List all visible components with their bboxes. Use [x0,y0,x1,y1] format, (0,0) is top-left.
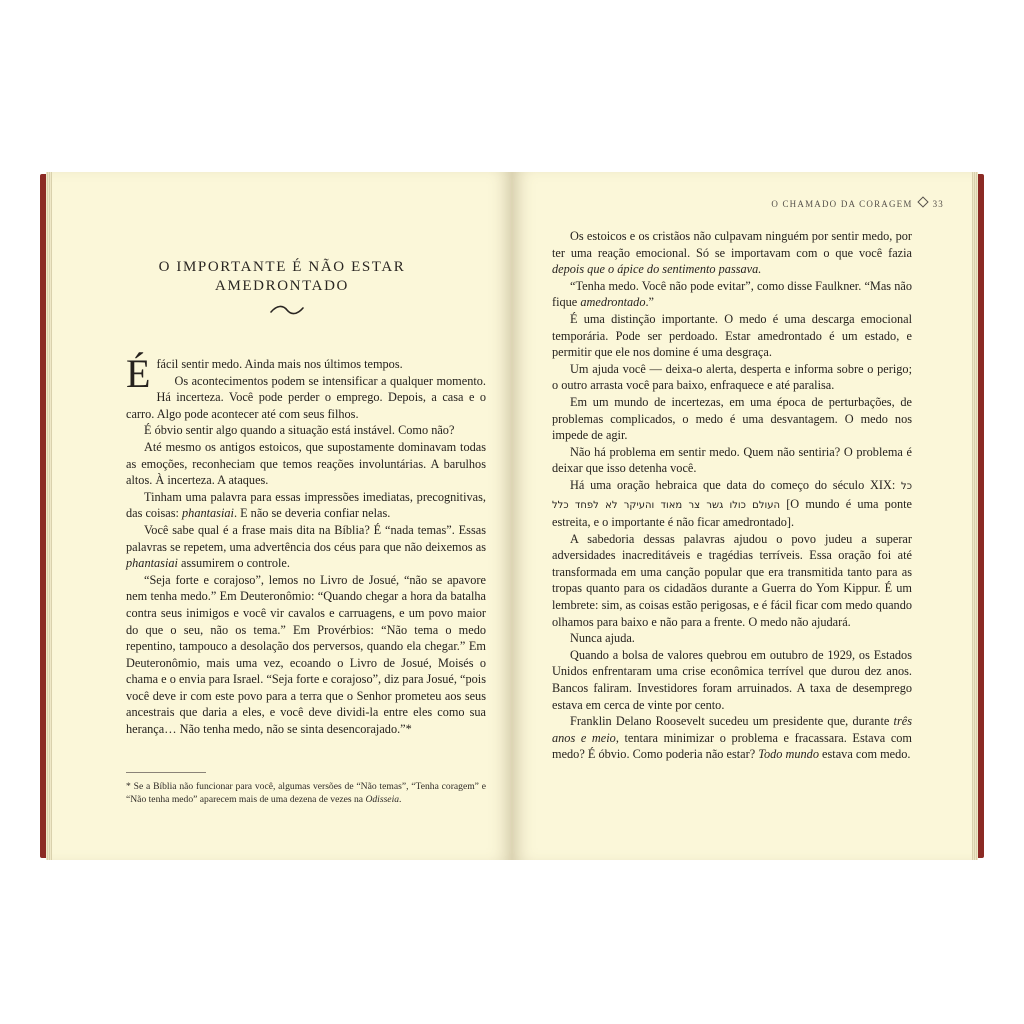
footnote: * Se a Bíblia não funcionar para você, algumas versões de “Não temas”, “Tenha coragem” e “Não tenha medo” aparecem mais de uma dezena de vezes na Odisseia. [126,781,486,805]
paragraph: Você sabe qual é a frase mais dita na Bíblia? É “nada temas”. Essas palavras se repetem, uma advertência dos céus para que não deixemos as phantasiai assumirem o controle. [126,522,486,571]
chapter-title-line2: AMEDRONTADO [215,278,349,294]
paragraph: Nunca ajuda. [570,631,635,646]
paragraph: Os acontecimentos podem se intensificar a qualquer momento. Há incerteza. Você pode perder o emprego. Depois, a casa e o carro. Algo pode acontecer até com seus filhos. [126,373,486,421]
running-head [771,198,944,209]
paragraph: Um ajuda você — deixa-o alerta, desperta e informa sobre o perigo; o outro arrasta você para baixo, enfraquece e até paralisa. [552,361,912,393]
page-number: 33 [932,199,944,209]
paragraph: Até mesmo os antigos estoicos, que supostamente dominavam todas as emoções, reconheciam que temos reações involuntárias. A barulhos altos. À incerteza. A ataques. [126,439,486,488]
paragraph: Não há problema em sentir medo. Quem não sentiria? O problema é deixar que isso detenha você. [552,444,912,476]
left-body-text [126,351,486,738]
running-head-title: O CHAMADO DA CORAGEM [771,199,913,209]
paragraph: Há uma oração hebraica que data do começo do século XIX: כל העולם כולו גשר צר מאוד והעיקר לא לפחד כלל [O mundo é uma ponte estreita, e o importante é não ficar amedrontado]. [552,477,912,530]
footnote-divider [126,772,206,773]
paragraph: “Seja forte e corajoso”, lemos no Livro de Josué, “não se apavore nem tenha medo.” Em Deuteronômio: “Quando chegar a hora da batalha contra seus inimigos e você vir cavalos e carruagens, e um povo maior do que o seu, não os tema.” Em Provérbios: “Não tema o medo repentino, tampouco a desolação dos perversos, quando ela chegar.” Em Deuteronômio, mais uma vez, ecoando o Livro de Josué, Moisés o chama e o envia para Israel. “Seja forte e corajoso”, diz para Josué, “pois você deve ir com este povo para a terra que o Senhor prometeu aos seus ancestrais que daria a eles, e você deve dividi-la entre eles como sua herança… Não tenha medo, não se sinta desencorajado.”* [126,572,486,737]
chapter-title-line1: O IMPORTANTE É NÃO ESTAR [158,259,406,275]
paragraph: Quando a bolsa de valores quebrou em outubro de 1929, os Estados Unidos enfrentaram uma crise econômica terrível que durou dez anos. Bancos faliram. Investidores foram arruinados. A taxa de desemprego estava em cerca de vinte por cento. [552,647,912,712]
paragraph: É fácil sentir medo. Ainda mais nos últimos tempos. [126,351,403,396]
swash-ornament-icon [269,304,305,316]
paragraph: Em um mundo de incertezas, em uma época de perturbações, de problemas complicados, o medo é uma desvantagem. O medo nos impede de agir. [552,394,912,443]
paragraph: Franklin Delano Roosevelt sucedeu um presidente que, durante três anos e meio, tentara minimizar o problema e fracassara. Estava com medo? É óbvio. Como poderia não estar? Todo mundo estava com medo. [552,714,912,762]
open-book [40,172,984,860]
paragraph: Os estoicos e os cristãos não culpavam ninguém por sentir medo, por ter uma reação emocional. Só se importavam com o que você fazia depois que o ápice do sentimento passava. [552,229,912,277]
paragraph: É uma distinção importante. O medo é uma descarga emocional temporária. Pode ser perdoado. Estar amedrontado é um estado, e permitir que ele nos domine é uma desgraça. [552,311,912,360]
chapter-title [52,258,512,296]
paragraph: É óbvio sentir algo quando a situação está instável. Como não? [144,423,455,438]
paragraph: A sabedoria dessas palavras ajudou o povo judeu a superar adversidades inacreditáveis e tragédias terríveis. Essa oração foi até transformada em uma canção popular que era transmitida tanto para as tropas quanto para os cidadãos durante a Guerra do Yom Kippur. É um lembrete: sim, as coisas estão perigosas, e é fácil ficar com medo quando olhamos para baixo e não para a frente. O medo não ajudará. [552,531,912,629]
right-page [512,172,972,860]
hebrew-prayer: כל העולם כולו גשר צר מאוד והעיקר לא לפחד כלל [552,480,912,511]
right-body-text [552,228,912,763]
diamond-icon [917,196,928,207]
paragraph: Tinham uma palavra para essas impressões imediatas, precognitivas, das coisas: phantasiai. E não se deveria confiar nelas. [126,489,486,521]
paragraph: “Tenha medo. Você não pode evitar”, como disse Faulkner. “Mas não fique amedrontado.” [552,278,912,310]
drop-cap: É [126,351,151,396]
left-page [52,172,512,860]
